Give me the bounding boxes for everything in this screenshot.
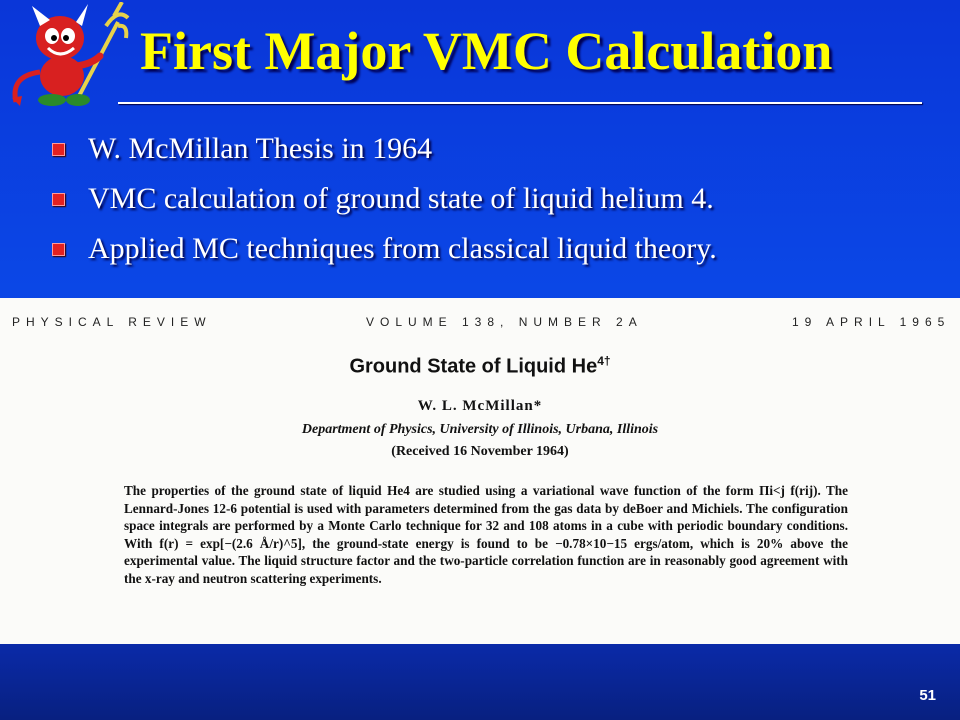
paper-title [0, 354, 960, 379]
slide-number: 51 [919, 687, 936, 704]
bullet-list [48, 128, 717, 278]
bullet-text: Applied MC techniques from classical liquid theory. [88, 232, 717, 265]
journal-name: PHYSICAL REVIEW [12, 315, 212, 329]
bullet-item [48, 228, 717, 278]
square-bullet-icon [52, 243, 65, 256]
paper-received-date: (Received 16 November 1964) [391, 444, 569, 459]
journal-date: 19 APRIL 1965 [792, 315, 951, 329]
paper-excerpt [0, 298, 960, 644]
footer-band [0, 644, 960, 720]
square-bullet-icon [52, 193, 65, 206]
bullet-text: W. McMillan Thesis in 1964 [88, 132, 433, 165]
journal-volume: VOLUME 138, NUMBER 2A [366, 315, 643, 329]
square-bullet-icon [52, 143, 65, 156]
paper-title-text: Ground State of Liquid He [349, 355, 598, 378]
paper-affiliation: Department of Physics, University of Illinois, Urbana, Illinois [301, 422, 659, 437]
slide-title: First Major VMC Calculation [140, 21, 833, 81]
paper-author: W. L. McMillan* [417, 398, 543, 414]
title-divider [118, 102, 922, 104]
bullet-item [48, 178, 717, 228]
bsd-daemon-icon [6, 2, 130, 108]
bullet-item [48, 128, 717, 178]
paper-title-superscript: 4† [597, 354, 611, 368]
paper-abstract: The properties of the ground state of liquid He4 are studied using a variational wave function of the form Πi<j f(rij). The Lennard-Jones 12-6 potential is used with parameters determined from the gas data by deBoer and Michiels. The configuration space integrals are performed by a Monte Carlo technique for 32 and 108 atoms in a cube with periodic boundary conditions. With f(r) = exp[−(2.6 Å/r)^5], the ground-state energy is found to be −0.78×10−15 ergs/atom, which is 20% above the experimental value. The liquid structure factor and the two-particle correlation function are in reasonably good agreement with the x-ray and neutron scattering experiments. [124, 483, 848, 586]
bullet-text: VMC calculation of ground state of liquid helium 4. [88, 182, 714, 215]
